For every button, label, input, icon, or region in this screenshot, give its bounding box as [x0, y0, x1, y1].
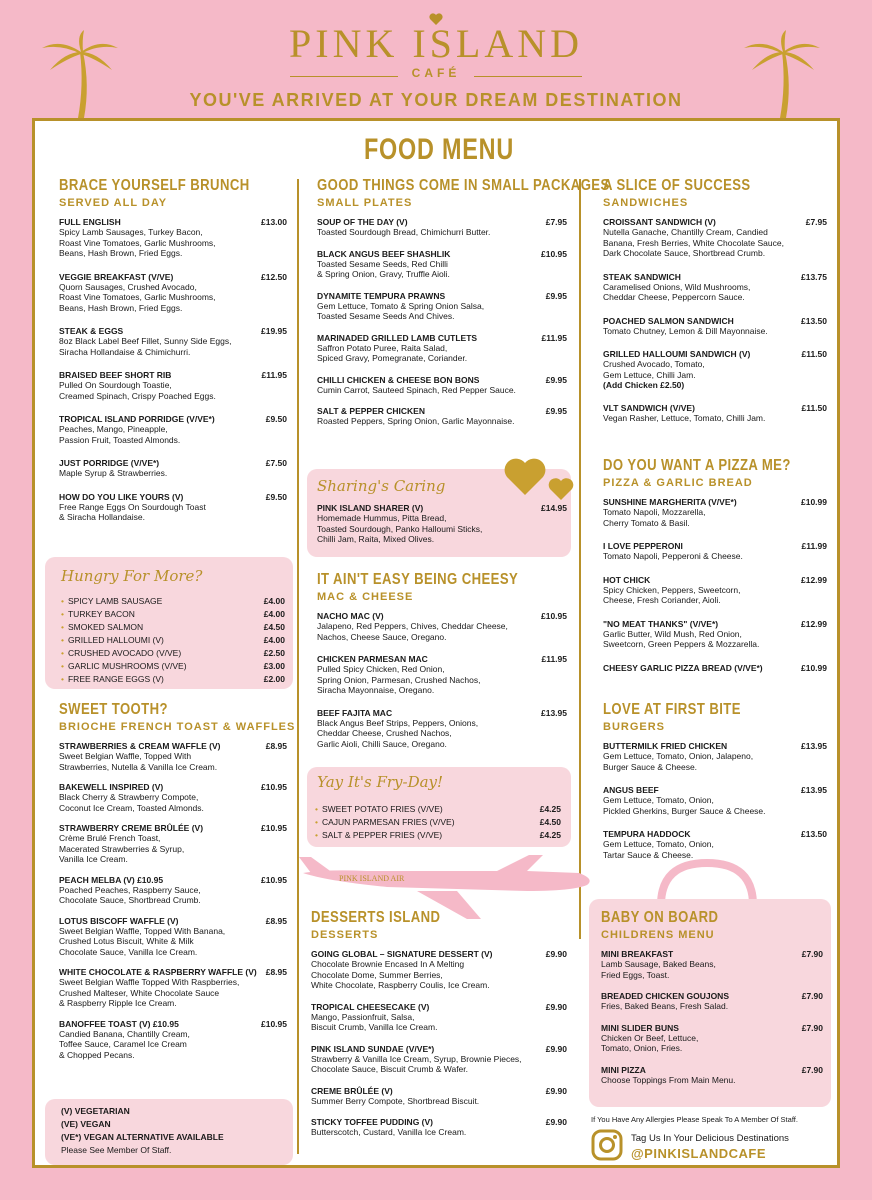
item-desc: Toasted Sesame Seeds, Red Chilli & Spring Onion, Gravy, Truffle Aioli.: [317, 258, 450, 279]
section-title: LOVE AT FIRST BITE: [603, 701, 741, 718]
menu-item: [601, 991, 823, 1012]
item-desc: Sweet Belgian Waffle, Topped With Strawberries, Nutella & Vanilla Ice Cream.: [59, 751, 218, 772]
item-desc: Garlic Butter, Wild Mush, Red Onion, Sweetcorn, Green Peppers & Mozzarella.: [603, 628, 760, 649]
item-name: POACHED SALMON SANDWICH: [603, 315, 734, 326]
item-name: NACHO MAC (V): [317, 611, 384, 621]
extra-price: £4.00: [263, 609, 285, 619]
item-price: £7.90: [801, 991, 823, 1001]
extra-price: £4.50: [539, 817, 561, 827]
item-price: £10.95: [541, 248, 567, 259]
item-price: £9.50: [265, 414, 287, 424]
item-name: BAKEWELL INSPIRED (V): [59, 782, 164, 792]
menu-item: [317, 406, 567, 427]
section-burgers: [603, 701, 827, 873]
item-desc: Vegan Rasher, Lettuce, Tomato, Chilli Jam.: [603, 413, 766, 423]
item-price: £7.95: [545, 217, 567, 227]
item-price: £13.95: [801, 785, 827, 795]
page-title: FOOD MENU: [363, 133, 515, 166]
item-name: BEEF FAJITA MAC: [317, 707, 393, 718]
extra-item: [61, 608, 285, 621]
item-name: LOTUS BISCOFF WAFFLE (V): [59, 915, 179, 926]
heart-icon: [501, 455, 549, 497]
section-cheesy: [317, 571, 567, 761]
section-title: BABY ON BOARD: [601, 909, 719, 926]
extra-price: £4.25: [539, 830, 561, 840]
menu-item: [311, 949, 567, 991]
section-title: BRACE YOURSELF BRUNCH: [59, 177, 250, 194]
item-name: TROPICAL CHEESECAKE (V): [311, 1001, 430, 1012]
header: [0, 0, 872, 118]
extra-item: [315, 829, 561, 842]
item-desc: Lamb Sausage, Baked Beans, Fried Eggs, Toast.: [601, 959, 716, 980]
item-desc: Tomato Napoli, Mozzarella, Cherry Tomato & Basil.: [603, 507, 706, 528]
menu-item: [317, 217, 567, 238]
item-price: £10.95: [261, 823, 287, 833]
item-desc: Pulled On Sourdough Toastie, Creamed Spinach, Crispy Poached Eggs.: [59, 380, 216, 401]
bullet-icon: •: [61, 674, 64, 684]
extra-item: [61, 647, 285, 660]
extra-price: £2.00: [263, 674, 285, 684]
item-price: £13.50: [801, 829, 827, 839]
item-desc: Nutella Ganache, Chantilly Cream, Candied Banana, Fresh Berries, White Chocolate Sauce, Dark Chocolate Sauce, Shortbread Crumb.: [603, 227, 784, 258]
item-desc: Quorn Sausages, Crushed Avocado, Roast Vine Tomatoes, Garlic Mushrooms, Beans, Hash Brown, Fried Eggs.: [59, 281, 216, 313]
extra-price: £4.00: [263, 635, 285, 645]
menu-item: [601, 949, 823, 980]
social-handle[interactable]: @PINKISLANDCAFE: [631, 1146, 767, 1161]
menu-item: [59, 217, 287, 259]
extra-name: SWEET POTATO FRIES (V/VE): [321, 804, 443, 814]
item-desc: Peaches, Mango, Pineapple, Passion Fruit, Toasted Almonds.: [59, 424, 181, 445]
item-name: BREADED CHICKEN GOUJONS: [601, 991, 729, 1001]
menu-item: [603, 497, 827, 528]
menu-item: [311, 1044, 567, 1075]
menu-item: [317, 611, 567, 642]
item-price: £7.95: [805, 217, 827, 227]
tagline: YOU'VE ARRIVED AT YOUR DREAM DESTINATION: [189, 90, 683, 110]
menu-item: [59, 916, 287, 958]
item-name: HOW DO YOU LIKE YOURS (V): [59, 491, 184, 502]
item-desc: Cumin Carrot, Sauteed Spinach, Red Pepper Sauce.: [317, 384, 516, 395]
section-brunch: [59, 177, 287, 536]
item-price: £13.75: [801, 271, 827, 282]
item-desc: Toasted Sourdough Bread, Chimichurri Butter.: [317, 227, 491, 237]
legend-text: VEGAN ALTERNATIVE AVAILABLE: [83, 1132, 224, 1142]
item-price: £11.50: [801, 349, 827, 359]
item-desc: Chicken Or Beef, Lettuce, Tomato, Onion, Fries.: [601, 1032, 699, 1053]
item-price: £9.90: [545, 1117, 567, 1127]
menu-item: [603, 316, 827, 337]
palm-tree-icon: [742, 30, 822, 118]
item-name: BLACK ANGUS BEEF SHASHLIK: [317, 248, 451, 259]
item-name: CROISSANT SANDWICH (V): [603, 217, 716, 227]
item-price: £10.95: [541, 611, 567, 621]
fries-box: [307, 767, 571, 847]
item-price: £7.50: [265, 458, 287, 468]
heart-icon: [547, 477, 575, 501]
item-desc: Gem Lettuce, Tomato, Onion, Pickled Gherkins, Burger Sauce & Cheese.: [603, 795, 766, 816]
cafe-label: CAFÉ: [411, 66, 461, 80]
item-name: JUST PORRIDGE (V/VE*): [59, 458, 160, 468]
menu-item: [59, 1019, 287, 1061]
item-name: STEAK & EGGS: [59, 326, 124, 336]
extra-item: [61, 621, 285, 634]
section-desserts: [311, 909, 567, 1149]
legend-code: (VE): [61, 1119, 78, 1129]
item-desc: Gem Lettuce, Tomato, Onion, Jalapeno, Burger Sauce & Cheese.: [603, 751, 754, 772]
item-desc: Mango, Passionfruit, Salsa, Biscuit Crumb, Vanilla Ice Cream.: [311, 1011, 438, 1032]
extra-item: [61, 660, 285, 673]
item-name: GOING GLOBAL – SIGNATURE DESSERT (V): [311, 949, 493, 959]
extra-price: £4.00: [263, 596, 285, 606]
instagram-icon[interactable]: [591, 1129, 623, 1161]
menu-item: [317, 333, 567, 364]
menu-frame: [32, 118, 840, 1168]
extra-price: £4.25: [539, 804, 561, 814]
section-subtitle: BRIOCHE FRENCH TOAST & WAFFLES: [59, 721, 296, 733]
section-small-plates: [317, 177, 610, 438]
bullet-icon: •: [315, 804, 318, 814]
item-price: £11.50: [801, 403, 827, 413]
item-name: MINI SLIDER BUNS: [601, 1022, 679, 1033]
item-desc: Poached Peaches, Raspberry Sauce, Chocolate Sauce, Shortbread Crumb.: [59, 884, 201, 905]
menu-item: [59, 492, 287, 523]
item-name: CHEESY GARLIC PIZZA BREAD (V/VE*): [603, 662, 763, 673]
menu-item: [59, 414, 287, 445]
extra-name: FREE RANGE EGGS (V): [67, 674, 164, 684]
item-desc: Chocolate Brownie Encased In A Melting Chocolate Dome, Summer Berries, White Chocolate, Raspberry Coulis, Ice Cream.: [311, 959, 490, 990]
extra-price: £2.50: [263, 648, 285, 658]
bullet-icon: •: [315, 830, 318, 840]
item-name: BRAISED BEEF SHORT RIB: [59, 370, 172, 380]
item-price: £11.99: [801, 541, 827, 551]
menu-item: [311, 1002, 567, 1033]
item-name: SALT & PEPPER CHICKEN: [317, 406, 425, 416]
menu-item: [59, 458, 287, 479]
item-price: £19.95: [261, 326, 287, 336]
legend-code: (VE*): [61, 1132, 82, 1142]
menu-item: [603, 272, 827, 303]
section-subtitle: MAC & CHEESE: [317, 591, 414, 603]
item-price: £8.95: [265, 741, 287, 751]
section-subtitle: SANDWICHES: [603, 197, 689, 209]
item-price: £12.50: [261, 271, 287, 282]
section-subtitle: SMALL PLATES: [317, 197, 413, 209]
extra-name: SMOKED SALMON: [67, 622, 144, 632]
item-desc: Sweet Belgian Waffle Topped With Raspberries, Crushed Malteser, White Chocolate Sauce & Raspberry Ripple Ice Cream.: [59, 977, 240, 1008]
item-desc: Crème Brulé French Toast, Macerated Strawberries & Syrup, Vanilla Ice Cream.: [59, 833, 185, 864]
menu-item: [603, 541, 827, 562]
menu-item: [601, 1065, 823, 1086]
item-price: £9.90: [545, 1001, 567, 1012]
item-name: STEAK SANDWICH: [603, 271, 681, 282]
item-name: TEMPURA HADDOCK: [603, 829, 691, 839]
item-price: £10.95: [261, 1018, 287, 1029]
item-price: £13.50: [801, 315, 827, 326]
section-subtitle: SERVED ALL DAY: [59, 197, 168, 209]
legend-box: [45, 1099, 293, 1165]
item-desc: Crushed Avocado, Tomato, Gem Lettuce, Chilli Jam.: [603, 359, 705, 380]
item-price: £9.90: [545, 949, 567, 959]
section-title: DO YOU WANT A PIZZA ME?: [603, 457, 791, 474]
extra-name: SPICY LAMB SAUSAGE: [67, 596, 163, 606]
item-price: £14.95: [541, 503, 567, 513]
section-subtitle: BURGERS: [603, 721, 666, 733]
extra-item: [61, 595, 285, 608]
menu-item: [603, 619, 827, 650]
menu-item: [603, 785, 827, 816]
item-name: "NO MEAT THANKS" (V/VE*): [603, 618, 719, 629]
item-price: £13.00: [261, 217, 287, 227]
item-desc: Gem Lettuce, Tomato & Spring Onion Salsa, Toasted Sesame Seeds And Chives.: [317, 300, 485, 321]
item-name: MINI BREAKFAST: [601, 949, 674, 959]
column-divider: [579, 179, 581, 939]
bullet-icon: •: [315, 817, 318, 827]
item-price: £11.95: [261, 370, 287, 380]
menu-item: [59, 782, 287, 813]
item-name: STICKY TOFFEE PUDDING (V): [311, 1117, 434, 1127]
item-desc: Fries, Baked Beans, Fresh Salad.: [601, 1001, 729, 1011]
item-name: SUNSHINE MARGHERITA (V/VE*): [603, 497, 737, 507]
item-desc: Gem Lettuce, Tomato, Onion, Tartar Sauce & Cheese.: [603, 839, 714, 860]
item-name: I LOVE PEPPERONI: [603, 541, 683, 551]
menu-item: [603, 741, 827, 772]
item-name: CHILLI CHICKEN & CHEESE BON BONS: [317, 374, 480, 385]
extra-name: GARLIC MUSHROOMS (V/VE): [67, 661, 187, 671]
fries-title: Yay It's Fry-Day!: [317, 773, 444, 791]
item-price: £7.90: [801, 1064, 823, 1075]
item-desc: Spicy Chicken, Peppers, Sweetcorn, Cheese, Fresh Coriander, Aioli.: [603, 584, 741, 605]
menu-item: [603, 403, 827, 424]
extra-name: TURKEY BACON: [67, 609, 135, 619]
item-desc: Jalapeno, Red Peppers, Chives, Cheddar Cheese, Nachos, Cheese Sauce, Oregano.: [317, 621, 508, 642]
item-name: CREME BRÛLÉE (V): [311, 1085, 393, 1096]
extra-item: [315, 816, 561, 829]
menu-item: [603, 575, 827, 606]
item-name: PINK ISLAND SHARER (V): [317, 503, 424, 513]
section-title: DESSERTS ISLAND: [311, 909, 441, 926]
bullet-icon: •: [61, 635, 64, 645]
item-price: £9.50: [265, 491, 287, 502]
bullet-icon: •: [61, 609, 64, 619]
item-name: DYNAMITE TEMPURA PRAWNS: [317, 290, 446, 301]
section-title: A SLICE OF SUCCESS: [603, 177, 751, 194]
item-name: MINI PIZZA: [601, 1064, 646, 1075]
item-price: £10.95: [261, 782, 287, 792]
item-name: PINK ISLAND SUNDAE (V/VE*): [311, 1043, 435, 1054]
item-price: £9.95: [545, 374, 567, 385]
menu-item: [59, 875, 287, 906]
item-desc: Maple Syrup & Strawberries.: [59, 468, 168, 478]
item-name: BUTTERMILK FRIED CHICKEN: [603, 741, 728, 751]
section-sandwiches: [603, 177, 827, 437]
extra-item: [315, 803, 561, 816]
item-price: £9.95: [545, 290, 567, 301]
item-name: STRAWBERRY CREME BRÛLÉE (V): [59, 823, 204, 833]
legend-code: (V): [61, 1106, 73, 1116]
item-desc: Tomato Chutney, Lemon & Dill Mayonnaise.: [603, 325, 768, 336]
column-divider: [297, 179, 299, 1154]
item-desc: 8oz Black Label Beef Fillet, Sunny Side Eggs, Siracha Hollandaise & Chimichurri.: [59, 336, 232, 357]
item-name: ANGUS BEEF: [603, 785, 659, 795]
item-extra: (Add Chicken £2.50): [603, 380, 685, 390]
section-title: IT AIN'T EASY BEING CHEESY: [317, 571, 519, 588]
hungry-title: Hungry For More?: [61, 567, 203, 585]
item-name: VEGGIE BREAKFAST (V/VE): [59, 271, 174, 282]
menu-item: [317, 249, 567, 280]
bullet-icon: •: [61, 622, 64, 632]
menu-item: [59, 326, 287, 357]
section-subtitle: PIZZA & GARLIC BREAD: [603, 477, 753, 489]
menu-item: [603, 349, 827, 390]
item-desc: Strawberry & Vanilla Ice Cream, Syrup, Brownie Pieces, Chocolate Sauce, Biscuit Crumb & Wafer.: [311, 1053, 522, 1074]
menu-item: [317, 291, 567, 322]
bullet-icon: •: [61, 596, 64, 606]
item-desc: Spicy Lamb Sausages, Turkey Bacon, Roast Vine Tomatoes, Garlic Mushrooms, Beans, Hash Brown, Fried Eggs.: [59, 227, 216, 258]
menu-item: [603, 217, 827, 259]
item-name: HOT CHICK: [603, 574, 651, 585]
menu-item: [59, 272, 287, 314]
item-desc: Caramelised Onions, Wild Mushrooms, Cheddar Cheese, Peppercorn Sauce.: [603, 281, 751, 302]
item-price: £12.99: [801, 574, 827, 585]
plane-label: PINK ISLAND AIR: [339, 874, 405, 883]
item-price: £13.95: [541, 707, 567, 718]
legend-text: VEGETARIAN: [74, 1106, 130, 1116]
item-name: PEACH MELBA (V) £10.95: [59, 874, 164, 885]
item-price: £8.95: [265, 967, 287, 977]
hungry-box: [45, 557, 293, 689]
sharing-title: Sharing's Caring: [317, 477, 446, 495]
item-name: CHICKEN PARMESAN MAC: [317, 654, 428, 664]
social-line: Tag Us In Your Delicious Destinations: [631, 1133, 789, 1144]
extra-name: GRILLED HALLOUMI (V): [67, 635, 164, 645]
item-name: WHITE CHOCOLATE & RASPBERRY WAFFLE (V): [59, 967, 257, 977]
item-price: £12.99: [801, 618, 827, 629]
section-pizza: [603, 457, 827, 686]
item-price: £10.95: [261, 874, 287, 885]
menu-item: [603, 829, 827, 860]
bullet-icon: •: [61, 648, 64, 658]
item-desc: Candied Banana, Chantilly Cream, Toffee Sauce, Caramel Ice Cream & Chopped Pecans.: [59, 1028, 190, 1060]
section-sweet: [59, 701, 296, 1070]
item-desc: Summer Berry Compote, Shortbread Biscuit.: [311, 1095, 480, 1106]
item-name: BANOFFEE TOAST (V) £10.95: [59, 1018, 179, 1029]
section-subtitle: CHILDRENS MENU: [601, 929, 715, 941]
item-price: £10.99: [801, 662, 827, 673]
item-price: £13.95: [801, 741, 827, 751]
allergy-notice: If You Have Any Allergies Please Speak To A Member Of Staff.: [591, 1115, 798, 1124]
item-desc: Black Cherry & Strawberry Compote, Coconut Ice Cream, Toasted Almonds.: [59, 792, 204, 813]
item-name: GRILLED HALLOUMI SANDWICH (V): [603, 349, 751, 359]
item-price: £7.90: [801, 1022, 823, 1033]
extra-price: £3.00: [263, 661, 285, 671]
extra-item: [61, 673, 285, 686]
baby-box: [589, 899, 831, 1107]
item-desc: Black Angus Beef Strips, Peppers, Onions, Cheddar Cheese, Crushed Nachos, Garlic Aioli, Chilli Sauce, Oregano.: [317, 717, 479, 749]
menu-item: [311, 1086, 567, 1107]
item-desc: Free Range Eggs On Sourdough Toast & Siracha Hollandaise.: [59, 501, 206, 522]
menu-item: [603, 663, 827, 673]
section-subtitle: DESSERTS: [311, 929, 379, 941]
item-price: £10.99: [801, 497, 827, 507]
bullet-icon: •: [61, 661, 64, 671]
item-desc: Choose Toppings From Main Menu.: [601, 1074, 736, 1085]
legend-note: Please See Member Of Staff.: [61, 1145, 172, 1155]
item-desc: Homemade Hummus, Pitta Bread, Toasted Sourdough, Panko Halloumi Sticks, Chilli Jam, Raita, Mixed Olives.: [317, 513, 483, 544]
item-desc: Roasted Peppers, Spring Onion, Garlic Mayonnaise.: [317, 416, 515, 426]
menu-item: [317, 708, 567, 750]
item-name: TROPICAL ISLAND PORRIDGE (V/VE*): [59, 414, 215, 424]
brand-name: PINK ISLAND: [289, 21, 583, 66]
menu-item: [59, 741, 287, 772]
item-price: £7.90: [801, 949, 823, 959]
item-name: MARINADED GRILLED LAMB CUTLETS: [317, 332, 478, 343]
menu-item: [317, 654, 567, 696]
item-price: £9.90: [545, 1043, 567, 1054]
section-title: SWEET TOOTH?: [59, 701, 168, 718]
item-price: £9.95: [545, 406, 567, 416]
item-desc: Butterscotch, Custard, Vanilla Ice Cream.: [311, 1127, 467, 1137]
extra-name: SALT & PEPPER FRIES (V/VE): [321, 830, 443, 840]
sharing-box: [307, 469, 571, 557]
legend-text: VEGAN: [80, 1119, 111, 1129]
extra-name: CAJUN PARMESAN FRIES (V/VE): [321, 817, 455, 827]
menu-item: [59, 823, 287, 865]
item-price: £11.95: [541, 332, 567, 343]
menu-item: [59, 967, 287, 1009]
item-name: SOUP OF THE DAY (V): [317, 217, 408, 227]
item-desc: Sweet Belgian Waffle, Topped With Banana, Crushed Lotus Biscuit, White & Milk Chocolate Sauce, Vanilla Ice Cream.: [59, 925, 226, 957]
extra-price: £4.50: [263, 622, 285, 632]
extra-item: [61, 634, 285, 647]
item-name: FULL ENGLISH: [59, 217, 121, 227]
menu-item: [317, 375, 567, 396]
item-name: VLT SANDWICH (V/VE): [603, 403, 695, 413]
menu-item: [601, 1023, 823, 1054]
item-desc: Tomato Napoli, Pepperoni & Cheese.: [603, 551, 743, 561]
extra-name: CRUSHED AVOCADO (V/VE): [67, 648, 182, 658]
menu-item: [311, 1117, 567, 1138]
item-price: £11.95: [541, 654, 567, 664]
item-desc: Pulled Spicy Chicken, Red Onion, Spring Onion, Parmesan, Crushed Nachos, Siracha Mayonnaise, Oregano.: [317, 664, 481, 695]
menu-item: [59, 370, 287, 401]
item-price: £8.95: [265, 915, 287, 926]
menu-item: [317, 503, 567, 545]
item-price: £9.90: [545, 1085, 567, 1096]
item-name: STRAWBERRIES & CREAM WAFFLE (V): [59, 741, 221, 751]
palm-tree-icon: [40, 30, 120, 118]
item-desc: Saffron Potato Puree, Raita Salad, Spiced Gravy, Pomegranate, Coriander.: [317, 342, 468, 363]
section-title: GOOD THINGS COME IN SMALL PACKAGES: [317, 177, 610, 194]
